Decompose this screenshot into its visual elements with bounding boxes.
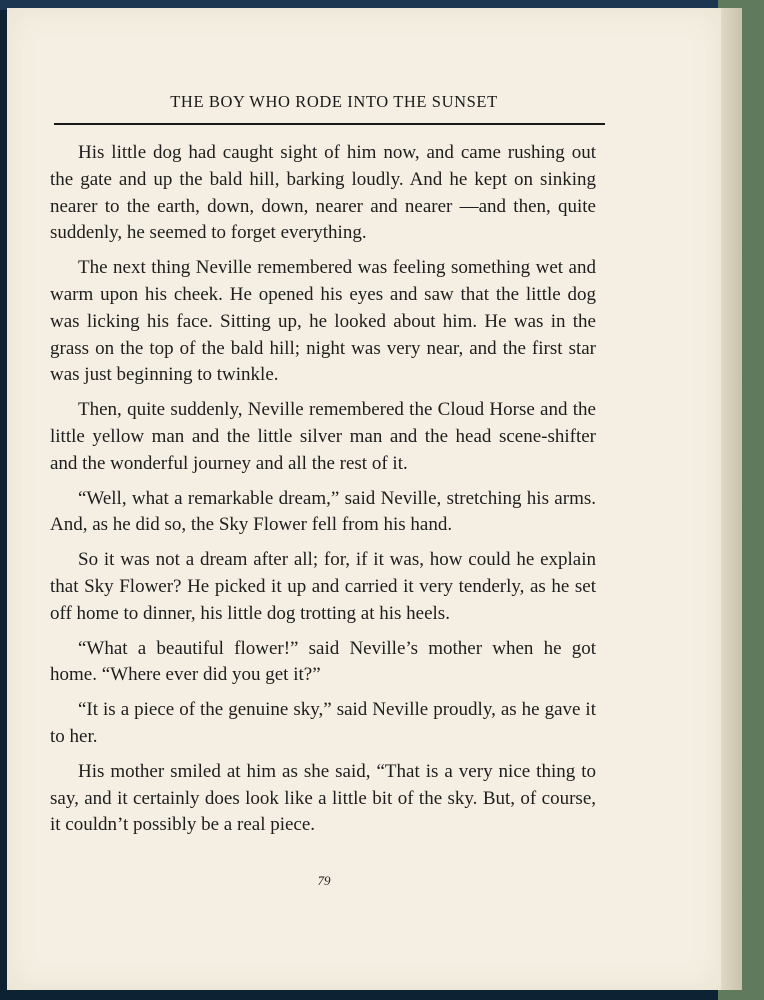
page-body xyxy=(50,140,596,847)
paragraph: The next thing Neville remembered was feeling something wet and warm upon his cheek. He opened his eyes and saw that the little dog was licking his face. Sitting up, he looked about him. He was in the grass on the top of the bald hill; night was very near, and the first star was just beginning to twinkle. xyxy=(50,257,596,386)
paragraph: “Well, what a remarkable dream,” said Neville, stretching his arms. And, as he did so, the Sky Flower fell from his hand. xyxy=(50,487,596,536)
paragraph: Then, quite suddenly, Neville remembered the Cloud Horse and the little yellow man and the little silver man and the head scene-shifter and the wonderful journey and all the rest of it. xyxy=(50,399,596,474)
paragraph: “It is a piece of the genuine sky,” said Neville proudly, as he gave it to her. xyxy=(50,699,596,747)
header-rule xyxy=(54,123,605,125)
paragraph: His mother smiled at him as she said, “That is a very nice thing to say, and it certainly does look like a little bit of the sky. But, of course, it couldn’t possibly be a real piece. xyxy=(50,760,596,836)
paragraph: So it was not a dream after all; for, if it was, how could he explain that Sky Flower? He picked it up and carried it very tenderly, as he set off home to dinner, his little dog trotting at his heels. xyxy=(50,549,596,624)
page-number: 79 xyxy=(317,873,331,888)
running-header: THE BOY WHO RODE INTO THE SUNSET xyxy=(170,92,498,111)
paragraph: “What a beautiful flower!” said Neville’s mother when he got home. “Where ever did you get it?” xyxy=(50,637,596,686)
paragraph: His little dog had caught sight of him now, and came rushing out the gate and up the bald hill, barking loudly. And he kept on sinking nearer to the earth, down, down, nearer and nearer —and then, quite suddenly, he seemed to forget everything. xyxy=(50,142,596,244)
